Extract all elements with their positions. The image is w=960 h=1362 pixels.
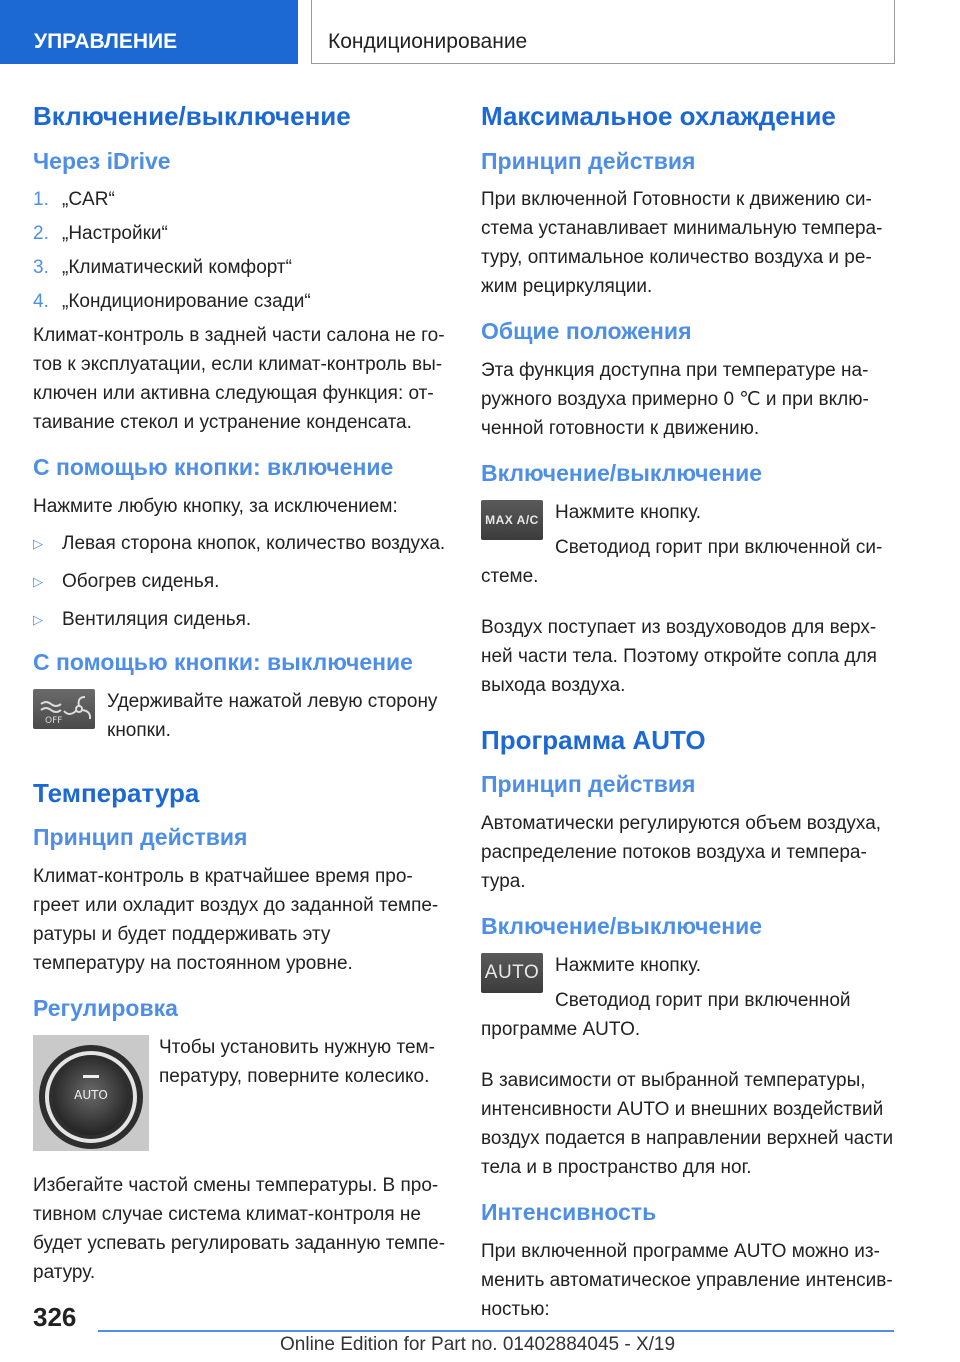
- header-chapter-tab: УПРАВЛЕНИЕ: [0, 0, 298, 64]
- step-number: 4.: [33, 291, 49, 313]
- triangle-bullet-icon: ▷: [33, 574, 43, 589]
- list-item: [33, 529, 447, 558]
- temperature-knob-icon: [33, 1035, 149, 1151]
- heading-auto-program: Программа AUTO: [481, 724, 706, 755]
- right-column: [481, 100, 894, 1340]
- exceptions-list: [33, 529, 447, 634]
- subheading-temp-principle: Принцип действия: [33, 824, 248, 851]
- step-item: [33, 287, 447, 316]
- general-paragraph: Эта функция доступна при температуре на-ружного воздуха примерно 0 ℃ и при вклю-ченной готовности к движению.: [481, 360, 869, 439]
- heading-max-cooling: Максимальное охлаждение: [481, 101, 836, 131]
- step-text: „CAR“: [62, 189, 115, 211]
- button-off-block: [33, 687, 447, 751]
- step-text: „Настройки“: [62, 223, 168, 245]
- led-text: Светодиод горит при включенной си-стеме.: [481, 536, 883, 587]
- step-text: „Климатический комфорт“: [62, 257, 292, 279]
- subheading-intensity: Интенсивность: [481, 1198, 657, 1225]
- regulation-block: [33, 1033, 447, 1157]
- button-on-paragraph: Нажмите любую кнопку, за исключением:: [33, 496, 398, 517]
- subheading-button-on: С помощью кнопки: включение: [33, 454, 394, 481]
- temperature-paragraph: Климат-контроль в кратчайшее время про-греет или охладит воздух до заданной темпе-ратуры и будет поддерживать эту температуру на постоянном уровне.: [33, 866, 439, 974]
- led-text: Светодиод горит при включенной программе AUTO.: [481, 989, 851, 1040]
- button-off-paragraph: Удерживайте нажатой левую сторону кнопки.: [107, 690, 438, 741]
- page-number: 326: [33, 1302, 77, 1332]
- subheading-button-off: С помощью кнопки: выключение: [33, 649, 413, 675]
- footer-edition: Online Edition for Part no. 01402884045 - X/19: [280, 1334, 676, 1355]
- subheading-max-principle: Принцип действия: [481, 147, 696, 174]
- left-column: [33, 100, 447, 1303]
- press-button-text: Нажмите кнопку.: [555, 954, 702, 976]
- list-item: [33, 605, 447, 634]
- depend-paragraph: В зависимости от выбранной температуры, интенсивности AUTO и внешних воздействий воздух подается в направлении верхней части тела и в пространство для ног.: [481, 1069, 894, 1178]
- subheading-regulation: Регулировка: [33, 995, 178, 1021]
- list-item-text: Левая сторона кнопок, количество воздуха.: [62, 533, 446, 554]
- intensity-paragraph: При включенной программе AUTO можно из-менить автоматическое управление интенсив-ностью:: [481, 1240, 893, 1320]
- auto-principle-paragraph: Автоматически регулируются объем воздуха, распределение потоков воздуха и темпера-тура.: [481, 813, 882, 892]
- subheading-auto-principle: Принцип действия: [481, 771, 696, 798]
- rear-climate-paragraph: Климат-контроль в задней части салона не го-тов к эксплуатации, если климат-контроль вы-ключен или активна следующая функция: от-таивание стекол и устранение конденсата.: [33, 325, 445, 434]
- step-item: [33, 185, 447, 214]
- heading-temperature: Температура: [33, 777, 200, 808]
- step-item: [33, 253, 447, 282]
- avoid-changes-paragraph: Избегайте частой смены температуры. В про-тивном случае система климат-контроля не будет успевать регулировать заданную темпе-ратуру.: [33, 1174, 446, 1283]
- step-item: [33, 219, 447, 248]
- max-principle-paragraph: При включенной Готовности к движению си-стема устанавливает минимальную темпера-туру, оптимальное количество воздуха и ре-жим рециркуляции.: [481, 189, 883, 298]
- step-text: „Кондиционирование сзади“: [62, 291, 311, 313]
- step-number: 1.: [33, 189, 49, 211]
- subheading-max-on-off: Включение/выключение: [481, 460, 763, 486]
- off-label: OFF: [45, 715, 63, 726]
- step-number: 2.: [33, 223, 49, 245]
- step-number: 3.: [33, 257, 49, 279]
- triangle-bullet-icon: ▷: [33, 612, 43, 627]
- fan-off-button-icon: [33, 689, 95, 729]
- triangle-bullet-icon: ▷: [33, 536, 43, 551]
- list-item-text: Обогрев сиденья.: [62, 571, 220, 592]
- max-ac-button-icon: MAX A/C: [481, 500, 543, 540]
- subheading-auto-on-off: Включение/выключение: [481, 913, 763, 939]
- auto-block: [481, 951, 894, 1050]
- air-flow-paragraph: Воздух поступает из воздуховодов для верх-ней части тела. Поэтому откройте сопла для выхода воздуха.: [481, 616, 877, 696]
- heading-on-off: Включение/выключение: [33, 101, 351, 131]
- press-button-text: Нажмите кнопку.: [555, 501, 702, 523]
- regulation-paragraph: Чтобы установить нужную тем-пературу, поверните колесико.: [159, 1036, 435, 1087]
- subheading-general: Общие положения: [481, 318, 692, 345]
- subheading-idrive: Через iDrive: [33, 147, 171, 174]
- auto-button-icon: AUTO: [481, 953, 543, 993]
- header-section-title: Кондиционирование: [311, 0, 895, 64]
- footer-divider: [98, 1330, 894, 1332]
- knob-auto-label: AUTO: [74, 1087, 108, 1102]
- max-ac-block: [481, 498, 894, 597]
- idrive-steps: [33, 185, 447, 316]
- list-item-text: Вентиляция сиденья.: [62, 609, 252, 630]
- list-item: [33, 567, 447, 596]
